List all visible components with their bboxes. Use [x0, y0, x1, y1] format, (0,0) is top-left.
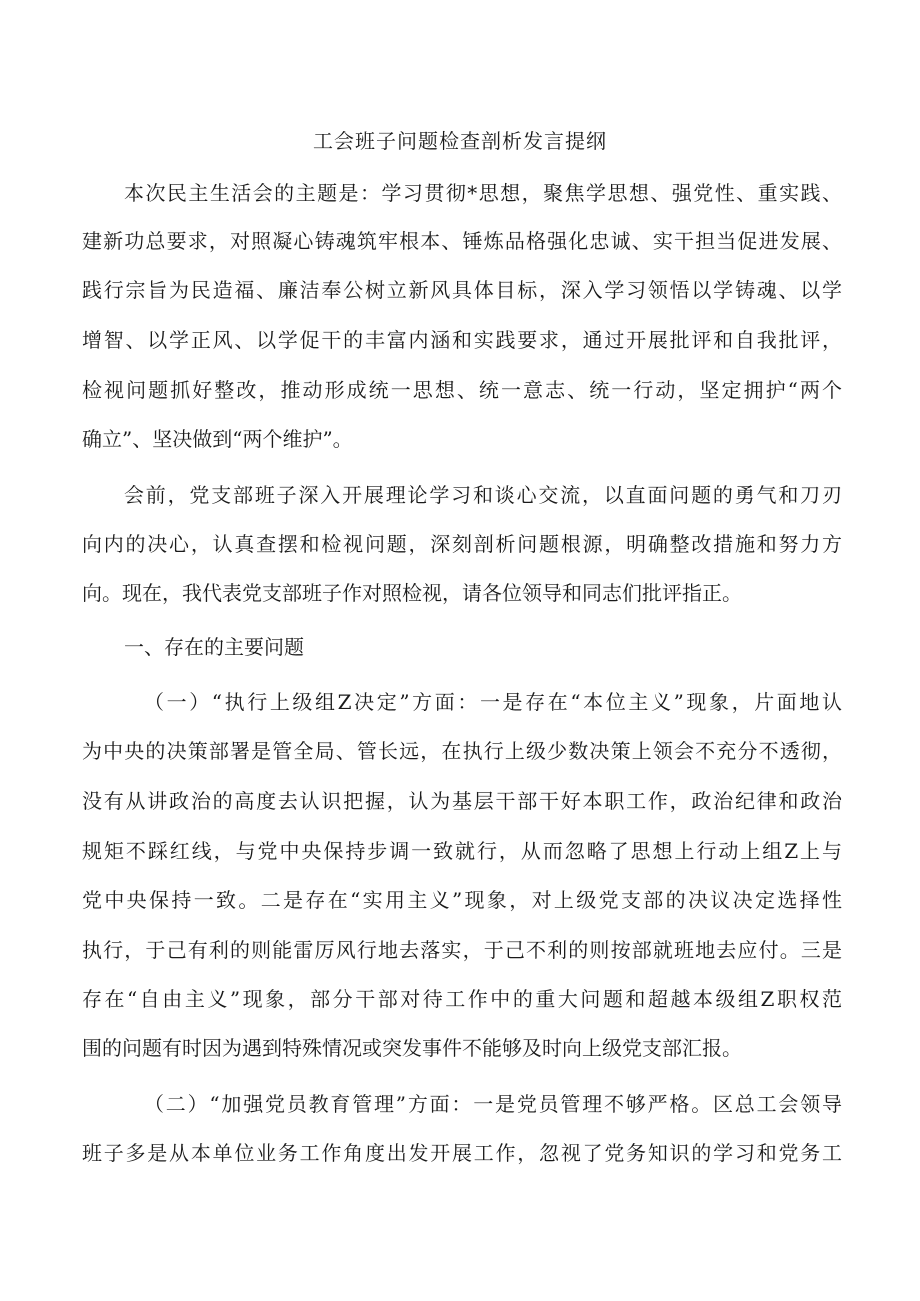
- paragraph-3-line-2: 为中央的决策部署是管全局、管长远，在执行上级少数决策上领会不充分不透彻，: [82, 739, 842, 763]
- paragraph-4-line-1: （二）“加强党员教育管理”方面：一是党员管理不够严格。区总工会领导: [144, 1092, 842, 1116]
- paragraph-2-line-3: 向。现在，我代表党支部班子作对照检视，请各位领导和同志们批评指正。: [82, 581, 742, 605]
- section-heading-1: 一、存在的主要问题: [124, 635, 304, 659]
- paragraph-2-line-1: 会前，党支部班子深入开展理论学习和谈心交流，以直面问题的勇气和刀刃: [124, 483, 842, 507]
- paragraph-1-line-3: 践行宗旨为民造福、廉洁奉公树立新风具体目标，深入学习领悟以学铸魂、以学: [82, 278, 842, 302]
- paragraph-3-line-6: 执行，于己有利的则能雷厉风行地去落实，于己不利的则按部就班地去应付。三是: [82, 938, 842, 962]
- paragraph-1-line-4: 增智、以学正风、以学促干的丰富内涵和实践要求，通过开展批评和自我批评，: [82, 328, 842, 352]
- paragraph-3-line-4: 规矩不踩红线，与党中央保持步调一致就行，从而忽略了思想上行动上组Z上与: [82, 839, 842, 863]
- paragraph-3-line-5: 党中央保持一致。二是存在“实用主义”现象，对上级党支部的决议决定选择性: [82, 888, 842, 912]
- document-title: 工会班子问题检查剖析发言提纲: [313, 129, 607, 153]
- paragraph-1-line-1: 本次民主生活会的主题是：学习贯彻*思想，聚焦学思想、强党性、重实践、: [124, 181, 842, 205]
- paragraph-3-line-8: 围的问题有时因为遇到特殊情况或突发事件不能够及时向上级党支部汇报。: [82, 1036, 742, 1060]
- paragraph-3-line-7: 存在“自由主义”现象，部分干部对待工作中的重大问题和超越本级组Z职权范: [82, 987, 842, 1011]
- paragraph-1-line-5: 检视问题抓好整改，推动形成统一思想、统一意志、统一行动，坚定拥护“两个: [82, 378, 842, 402]
- paragraph-4-line-2: 班子多是从本单位业务工作角度出发开展工作，忽视了党务知识的学习和党务工: [82, 1141, 842, 1165]
- paragraph-1-line-2: 建新功总要求，对照凝心铸魂筑牢根本、锤炼品格强化忠诚、实干担当促进发展、: [82, 229, 842, 253]
- paragraph-3-line-1: （一）“执行上级组Z决定”方面：一是存在“本位主义”现象，片面地认: [144, 690, 842, 714]
- paragraph-2-line-2: 向内的决心，认真查摆和检视问题，深刻剖析问题根源，明确整改措施和努力方: [82, 532, 842, 556]
- paragraph-3-line-3: 没有从讲政治的高度去认识把握，认为基层干部干好本职工作，政治纪律和政治: [82, 789, 842, 813]
- paragraph-1-line-6: 确立”、坚决做到“两个维护”。: [82, 427, 353, 451]
